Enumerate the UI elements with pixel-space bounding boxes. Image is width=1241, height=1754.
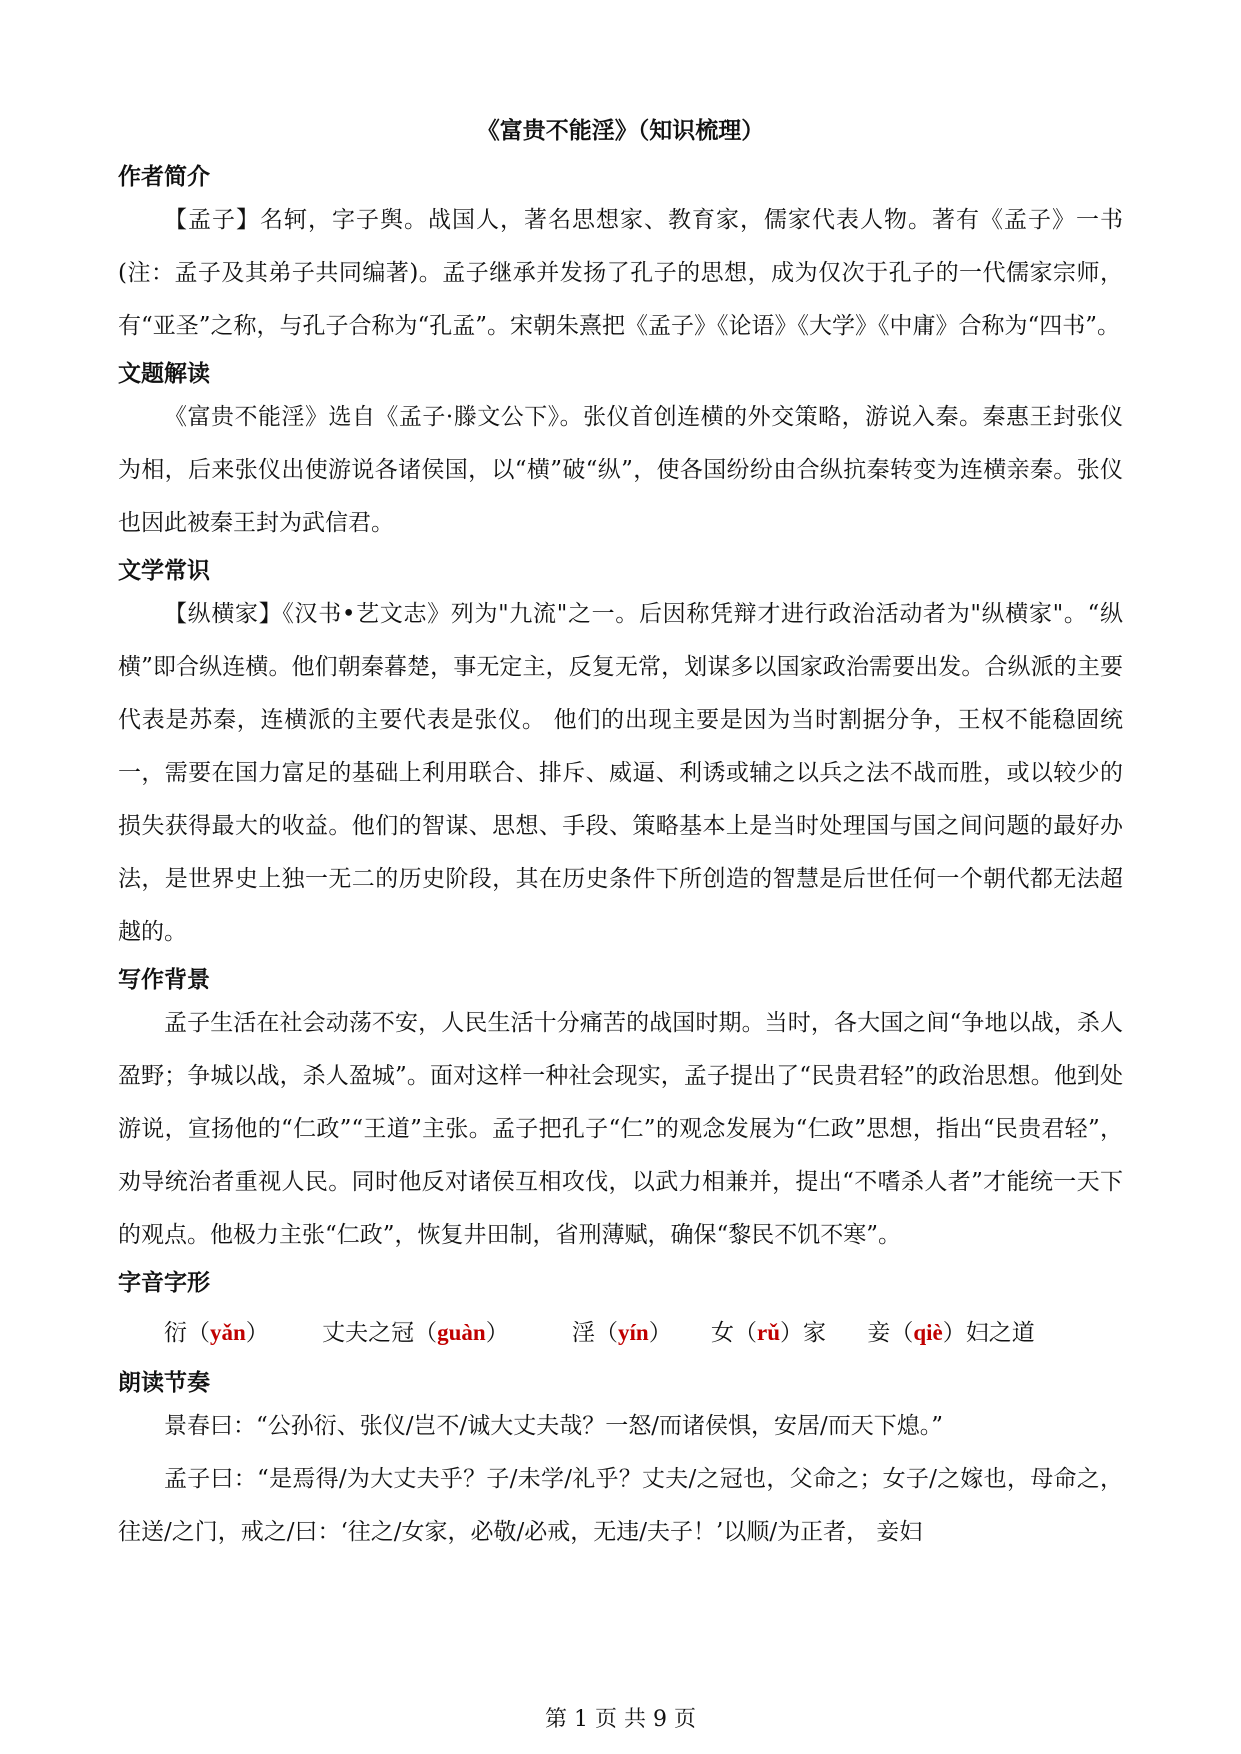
pron-item: 妾（qiè）妇之道 xyxy=(867,1320,1035,1346)
pinyin: guàn xyxy=(437,1320,486,1345)
heading-author: 作者简介 xyxy=(118,163,210,190)
heading-title-explain: 文题解读 xyxy=(118,360,210,387)
rhythm-paragraph-2: 孟子曰：“是焉得/为大丈夫乎？子/未学/礼乎？丈夫/之冠也，父命之；女子/之嫁也，母命之，往送/之门，戒之/曰：‘往之/女家，必敬/必戒，无违/夫子！’以顺/为正者， 妾妇 xyxy=(118,1466,1123,1545)
author-paragraph: 【孟子】名轲，字子舆。战国人，著名思想家、教育家，儒家代表人物。著有《孟子》一书(注：孟子及其弟子共同编著)。孟子继承并发扬了孔子的思想，成为仅次于孔子的一代儒家宗师，有“亚圣”之称，与孔子合称为“孔孟”。宋朝朱熹把《孟子》《论语》《大学》《中庸》合称为“四书”。 xyxy=(118,207,1123,339)
literature-paragraph: 【纵横家】《汉书•艺文志》列为"九流"之一。后因称凭辩才进行政治活动者为"纵横家"。“纵横”即合纵连横。他们朝秦暮楚，事无定主，反复无常，划谋多以国家政治需要出发。合纵派的主要代表是苏秦，连横派的主要代表是张仪。 他们的出现主要是因为当时割据分争，王权不能稳固统一，需要在国力富足的基础上利用联合、排斥、威逼、利诱或辅之以兵之法不战而胜，或以较少的损失获得最大的收益。他们的智谋、思想、手段、策略基本上是当时处理国与国之间问题的最好办法，是世界史上独一无二的历史阶段，其在历史条件下所创造的智慧是后世任何一个朝代都无法超越的。 xyxy=(118,601,1123,945)
pinyin: qiè xyxy=(913,1320,943,1345)
heading-rhythm: 朗读节奏 xyxy=(118,1369,210,1396)
pinyin: rǔ xyxy=(757,1320,781,1345)
pinyin: yǎn xyxy=(210,1320,246,1345)
pron-item: 淫（yín） xyxy=(572,1320,672,1346)
pron-item: 衍（yǎn） xyxy=(164,1320,269,1346)
heading-literature: 文学常识 xyxy=(118,557,210,584)
pinyin: yín xyxy=(618,1320,649,1345)
rhythm-paragraph-1: 景春曰：“公孙衍、张仪/岂不/诚大丈夫哉？一怒/而诸侯惧，安居/而天下熄。” xyxy=(164,1413,944,1439)
pron-item: 女（rǔ）家 xyxy=(711,1320,827,1346)
title-explain-paragraph: 《富贵不能淫》选自《孟子·滕文公下》。张仪首创连横的外交策略，游说入秦。秦惠王封张仪为相，后来张仪出使游说各诸侯国，以“横”破“纵”，使各国纷纷由合纵抗秦转变为连横亲秦。张仪也因此被秦王封为武信君。 xyxy=(118,404,1123,536)
document-title: 《富贵不能淫》（知识梳理） xyxy=(476,117,765,144)
background-paragraph: 孟子生活在社会动荡不安，人民生活十分痛苦的战国时期。当时，各大国之间“争地以战，杀人盈野；争城以战，杀人盈城”。面对这样一种社会现实，孟子提出了“民贵君轻”的政治思想。他到处游说，宣扬他的“仁政”“王道”主张。孟子把孔子“仁”的观念发展为“仁政”思想，指出“民贵君轻”，劝导统治者重视人民。同时他反对诸侯互相攻伐，以武力相兼并，提出“不嗜杀人者”才能统一天下的观点。他极力主张“仁政”，恢复井田制，省刑薄赋，确保“黎民不饥不寒”。 xyxy=(118,1010,1123,1248)
page-footer: 第 1 页 共 9 页 xyxy=(545,1707,696,1732)
pron-item: 丈夫之冠（guàn） xyxy=(322,1320,509,1346)
heading-background: 写作背景 xyxy=(118,966,210,993)
document-page xyxy=(118,108,1123,1559)
pronunciation-row xyxy=(118,1304,1123,1362)
heading-pronunciation: 字音字形 xyxy=(118,1269,210,1296)
